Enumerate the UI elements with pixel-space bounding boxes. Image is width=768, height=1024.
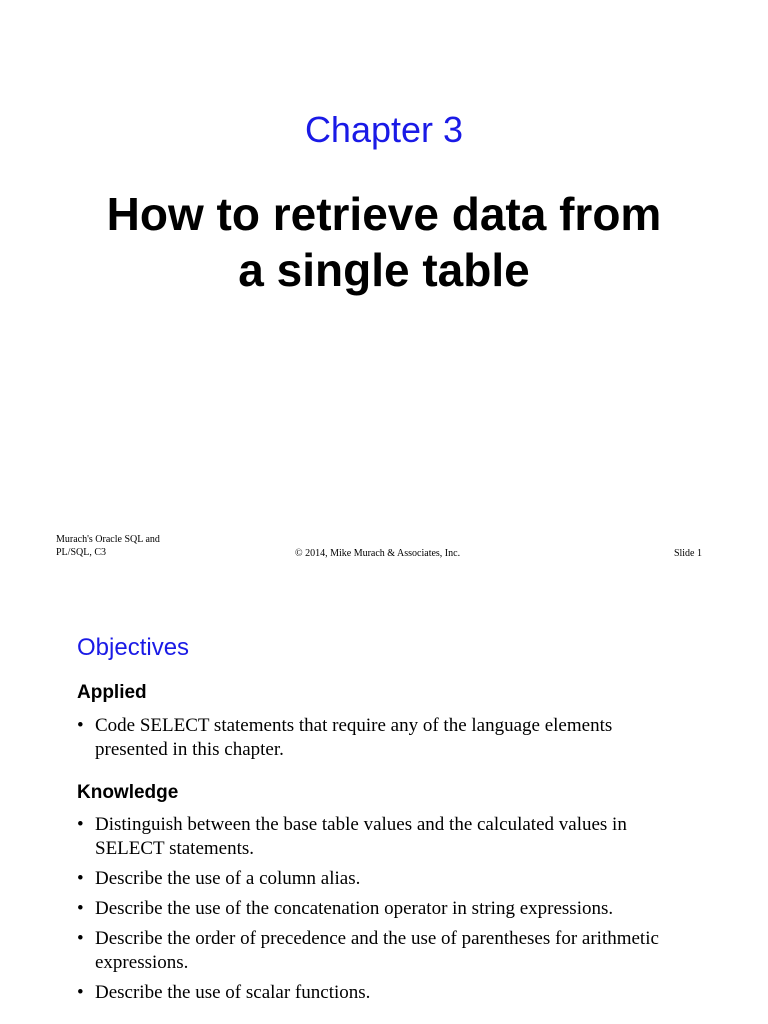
- bullet-icon: •: [77, 982, 84, 1003]
- bullet-icon: •: [77, 928, 84, 949]
- knowledge-heading: Knowledge: [77, 782, 179, 803]
- footer-book-title-line-1: Murach's Oracle SQL and: [56, 534, 160, 545]
- list-item-text: Describe the use of a column alias.: [95, 868, 361, 889]
- list-item: [77, 813, 677, 861]
- objectives-heading: Objectives: [77, 634, 190, 661]
- bullet-icon: •: [77, 898, 84, 919]
- footer-slide-number: Slide 1: [673, 548, 702, 559]
- list-item-text: Distinguish between the base table values and the calculated values in SELECT statements.: [95, 814, 627, 859]
- list-item: [77, 897, 677, 921]
- chapter-title: [0, 186, 768, 298]
- list-item-text: Describe the use of the concatenation operator in string expressions.: [95, 898, 614, 919]
- slide-footer: [0, 533, 768, 563]
- list-item: [77, 867, 677, 891]
- applied-list: [77, 714, 677, 768]
- knowledge-list: [77, 813, 677, 1011]
- bullet-icon: •: [77, 868, 84, 889]
- list-item-text: Describe the use of scalar functions.: [95, 982, 371, 1003]
- list-item: [77, 714, 677, 762]
- objectives-slide: [0, 620, 768, 1024]
- chapter-title-line-2: a single table: [238, 244, 530, 296]
- chapter-title-line-1: How to retrieve data from: [106, 188, 662, 240]
- footer-book-title: [56, 533, 206, 559]
- footer-book-title-line-2: PL/SQL, C3: [56, 547, 107, 558]
- footer-copyright: © 2014, Mike Murach & Associates, Inc.: [295, 548, 461, 559]
- bullet-icon: •: [77, 715, 84, 736]
- list-item: [77, 927, 677, 975]
- list-item-text: Describe the order of precedence and the use of parentheses for arithmetic expressions.: [95, 928, 659, 973]
- list-item: [77, 981, 677, 1005]
- bullet-icon: •: [77, 814, 84, 835]
- chapter-label: Chapter 3: [304, 109, 464, 150]
- applied-heading: Applied: [77, 682, 147, 703]
- list-item-text: Code SELECT statements that require any of the language elements presented in this chapter.: [95, 715, 613, 760]
